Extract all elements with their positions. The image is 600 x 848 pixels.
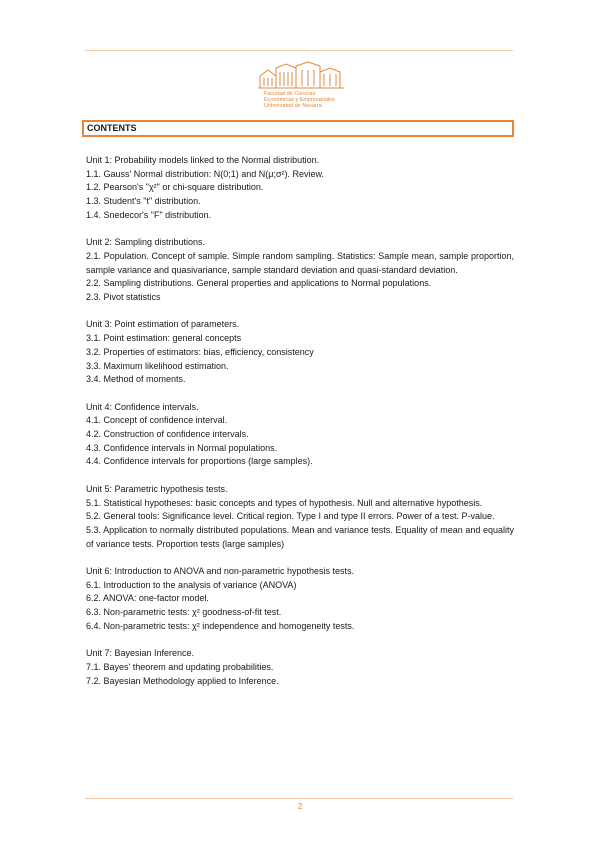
unit-item: 1.3. Student's "t" distribution. — [86, 196, 201, 207]
unit-section — [86, 154, 514, 223]
contents-list — [86, 154, 514, 702]
unit-item: 7.2. Bayesian Methodology applied to Inference. — [86, 675, 279, 686]
unit-title: Unit 7: Bayesian Inference. — [86, 648, 195, 659]
unit-title: Unit 2: Sampling distributions. — [86, 237, 206, 248]
logo-line-3: Universidad de Navarra — [264, 103, 322, 109]
unit-item: 3.1. Point estimation: general concepts — [86, 333, 242, 344]
page-number: 2 — [297, 802, 303, 811]
unit-section — [86, 236, 514, 305]
logo-line-2: Económicas y Empresariales — [264, 97, 335, 103]
unit-title: Unit 5: Parametric hypothesis tests. — [86, 483, 228, 494]
unit-title: Unit 4: Confidence intervals. — [86, 401, 199, 412]
unit-item: 5.3. Application to normally distributed populations. Mean and variance tests. Equality of mean and equality of variance tests. Proportion tests (large samples) — [86, 524, 514, 549]
unit-item: 6.2. ANOVA: one-factor model. — [86, 593, 209, 604]
unit-item: 6.4. Non-parametric tests: χ² independence and homogeneity tests. — [86, 620, 355, 631]
unit-item: 2.1. Population. Concept of sample. Simple random sampling. Statistics: Sample mean, sample proportion, sample variance and quasivariance, sample standard deviation and quasi-standard deviation. — [86, 250, 514, 275]
unit-item: 4.2. Construction of confidence intervals. — [86, 429, 249, 440]
unit-item: 2.2. Sampling distributions. General properties and applications to Normal populations. — [86, 278, 432, 289]
faculty-logo — [256, 60, 346, 108]
footer-rule — [85, 798, 513, 799]
unit-item: 5.2. General tools: Significance level. Critical region. Type I and type II errors. Power of a test. P-value. — [86, 511, 495, 522]
unit-section — [86, 565, 514, 634]
unit-item: 3.4. Method of moments. — [86, 374, 186, 385]
unit-section — [86, 483, 514, 552]
unit-item: 4.1. Concept of confidence interval. — [86, 415, 228, 426]
unit-item: 2.3. Pivot statistics — [86, 292, 161, 303]
unit-section — [86, 318, 514, 387]
unit-item: 3.2. Properties of estimators: bias, efficiency, consistency — [86, 346, 314, 357]
unit-item: 5.1. Statistical hypotheses: basic concepts and types of hypothesis. Null and alternative hypothesis. — [86, 497, 483, 508]
unit-item: 4.3. Confidence intervals in Normal populations. — [86, 442, 278, 453]
unit-item: 1.1. Gauss' Normal distribution: N(0;1) and N(μ;σ²). Review. — [86, 168, 325, 179]
building-logo-icon — [256, 60, 346, 90]
unit-section — [86, 647, 514, 688]
unit-item: 6.1. Introduction to the analysis of variance (ANOVA) — [86, 579, 297, 590]
unit-item: 6.3. Non-parametric tests: χ² goodness-of-fit test. — [86, 607, 282, 618]
unit-item: 1.4. Snedecor's "F" distribution. — [86, 209, 212, 220]
logo-line-1: Facultad de Ciencias — [264, 91, 316, 97]
unit-title: Unit 1: Probability models linked to the Normal distribution. — [86, 155, 320, 165]
unit-item: 1.2. Pearson's "χ²" or chi-square distribution. — [86, 182, 264, 193]
unit-item: 4.4. Confidence intervals for proportions (large samples). — [86, 456, 313, 467]
unit-item: 7.1. Bayes' theorem and updating probabilities. — [86, 661, 274, 672]
header-rule — [85, 50, 513, 51]
unit-title: Unit 3: Point estimation of parameters. — [86, 319, 240, 330]
unit-title: Unit 6: Introduction to ANOVA and non-parametric hypothesis tests. — [86, 566, 354, 577]
unit-item: 3.3. Maximum likelihood estimation. — [86, 360, 229, 371]
unit-section — [86, 401, 514, 470]
contents-heading: CONTENTS — [82, 120, 514, 137]
